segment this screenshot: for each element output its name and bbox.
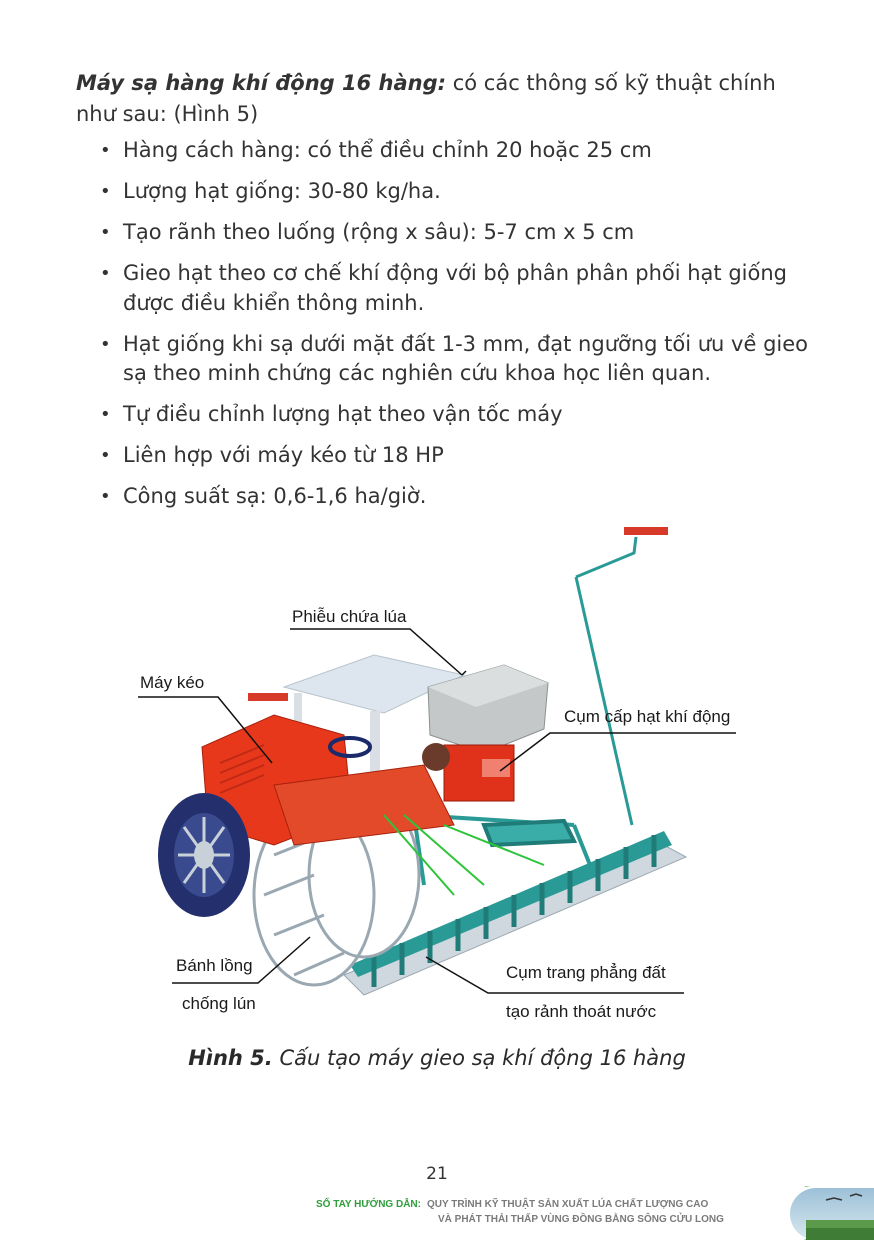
handle-pole bbox=[576, 527, 668, 825]
caption-number: Hình 5. bbox=[188, 1046, 273, 1070]
footer bbox=[316, 1197, 766, 1227]
figure-caption bbox=[0, 1046, 874, 1070]
label-wheel-line1: Bánh lồng bbox=[176, 956, 253, 975]
bullet-icon: • bbox=[100, 181, 111, 202]
footer-rice-field-image bbox=[776, 1186, 874, 1240]
spec-item bbox=[76, 482, 816, 512]
bullet-icon: • bbox=[100, 333, 111, 355]
spec-text: Hàng cách hàng: có thể điều chỉnh 20 hoặc 25 cm bbox=[123, 138, 652, 162]
bullet-icon: • bbox=[100, 404, 111, 425]
spec-text: Hạt giống khi sạ dưới mặt đất 1-3 mm, đạt ngưỡng tối ưu về gieo sạ theo minh chứng các nghiên cứu khoa học liên quan. bbox=[123, 331, 809, 385]
label-wheel-line2: chống lún bbox=[182, 994, 256, 1013]
spec-text: Tự điều chỉnh lượng hạt theo vận tốc máy bbox=[123, 402, 563, 426]
intro-lead: Máy sạ hàng khí động 16 hàng: bbox=[76, 71, 447, 95]
bullet-icon: • bbox=[100, 222, 111, 243]
footer-line1: QUY TRÌNH KỸ THUẬT SẢN XUẤT LÚA CHẤT LƯỢNG CAO bbox=[427, 1199, 709, 1210]
bullet-icon: • bbox=[100, 486, 111, 507]
bullet-icon: • bbox=[100, 445, 111, 466]
page-number: 21 bbox=[426, 1164, 448, 1184]
footer-label: SỔ TAY HƯỚNG DẪN: bbox=[316, 1199, 421, 1210]
bullet-icon: • bbox=[100, 140, 111, 161]
spec-text: Gieo hạt theo cơ chế khí động với bộ phân phân phối hạt giống được điều khiển thông minh. bbox=[123, 261, 787, 315]
spec-text: Công suất sạ: 0,6-1,6 ha/giờ. bbox=[123, 484, 427, 508]
seeder-figure bbox=[124, 525, 750, 1035]
caption-text: Cấu tạo máy gieo sạ khí động 16 hàng bbox=[272, 1046, 686, 1070]
intro-text: có các thông số kỹ thuật chính như sau: (Hình 5) bbox=[76, 71, 776, 126]
spec-item bbox=[76, 400, 816, 430]
spec-item bbox=[76, 259, 816, 318]
label-leveler-line1: Cụm trang phẳng đất bbox=[506, 963, 666, 982]
spec-text: Lượng hạt giống: 30-80 kg/ha. bbox=[123, 179, 441, 203]
spec-item bbox=[76, 177, 816, 207]
footer-line2: VÀ PHÁT THẢI THẤP VÙNG ĐỒNG BẰNG SÔNG CỬU LONG bbox=[438, 1214, 724, 1225]
label-tractor: Máy kéo bbox=[140, 673, 205, 692]
spec-item bbox=[76, 330, 816, 389]
bullet-icon: • bbox=[100, 263, 111, 284]
spec-text: Liên hợp với máy kéo từ 18 HP bbox=[123, 443, 444, 467]
label-feeder: Cụm cấp hạt khí động bbox=[564, 707, 731, 726]
spec-item bbox=[76, 441, 816, 471]
spec-text: Tạo rãnh theo luống (rộng x sâu): 5-7 cm x 5 cm bbox=[123, 220, 635, 244]
spec-item bbox=[76, 136, 816, 166]
spec-list bbox=[76, 136, 816, 523]
front-wheel bbox=[158, 793, 250, 917]
label-hopper: Phiễu chứa lúa bbox=[292, 607, 407, 626]
intro-paragraph bbox=[76, 68, 816, 130]
label-leveler-line2: tạo rảnh thoát nước bbox=[506, 1002, 657, 1021]
spec-item bbox=[76, 218, 816, 248]
